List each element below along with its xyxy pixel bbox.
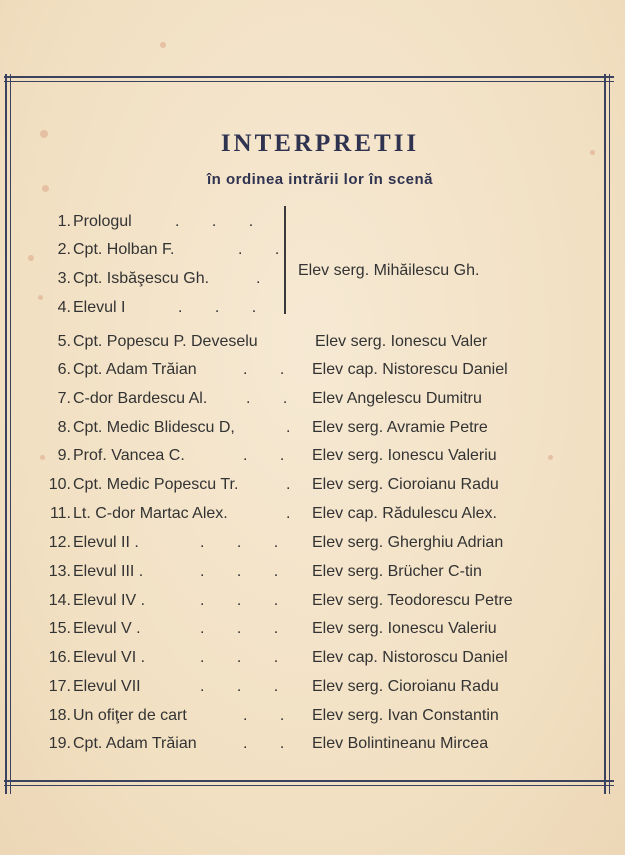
item-number: 17. xyxy=(48,678,71,695)
role-name: Cpt. Isbăşescu Gh. xyxy=(73,270,210,287)
actor-name: Elev serg. Ionescu Valer xyxy=(315,333,488,350)
actor-name: Elev serg. Ionescu Valeriu xyxy=(312,447,497,464)
frame-bottom-border xyxy=(4,780,614,786)
list-item xyxy=(0,704,625,728)
list-item xyxy=(0,589,625,613)
leader-dots: . . xyxy=(246,390,302,407)
role-name: Elevul VI . xyxy=(73,649,146,666)
list-item xyxy=(0,502,625,526)
item-number: 14. xyxy=(48,592,71,609)
actor-name: Elev serg. Avramie Petre xyxy=(312,419,488,436)
actor-name: Elev serg. Cioroianu Radu xyxy=(312,678,499,695)
item-number: 18. xyxy=(48,707,71,724)
item-number: 5. xyxy=(57,333,71,350)
leader-dots: . xyxy=(286,476,305,493)
actor-name: Elev serg. Cioroianu Radu xyxy=(312,476,499,493)
item-number: 3. xyxy=(57,270,71,287)
list-item xyxy=(0,238,625,262)
item-number: 10. xyxy=(48,476,71,493)
role-name: Lt. C-dor Martac Alex. xyxy=(73,505,228,522)
item-number: 6. xyxy=(57,361,71,378)
leader-dots: . . xyxy=(243,361,299,378)
list-item xyxy=(0,416,625,440)
list-item xyxy=(0,267,625,291)
leader-dots: . . xyxy=(243,707,299,724)
leader-dots: . . xyxy=(243,735,299,752)
item-number: 11. xyxy=(49,505,71,522)
list-item xyxy=(0,296,625,320)
item-number: 12. xyxy=(48,534,71,551)
frame-top-border xyxy=(4,76,614,82)
list-item xyxy=(0,732,625,756)
role-name: Cpt. Medic Popescu Tr. xyxy=(73,476,239,493)
leader-dots: . . . xyxy=(200,620,293,637)
leader-dots: . . . xyxy=(200,534,293,551)
leader-dots: . . . xyxy=(200,649,293,666)
item-number: 9. xyxy=(57,447,71,464)
list-item xyxy=(0,473,625,497)
role-name: Cpt. Adam Trăian xyxy=(73,361,197,378)
list-item xyxy=(0,617,625,641)
role-name: C-dor Bardescu Al. xyxy=(73,390,208,407)
item-number: 19. xyxy=(48,735,71,752)
item-number: 2. xyxy=(57,241,71,258)
leader-dots: . . . xyxy=(200,678,293,695)
role-name: Un ofiţer de cart xyxy=(73,707,187,724)
actor-name: Elev serg. Brücher C-tin xyxy=(312,563,482,580)
item-number: 1. xyxy=(57,213,71,230)
actor-name: Elev serg. Ivan Constantin xyxy=(312,707,499,724)
role-name: Cpt. Medic Blidescu D, xyxy=(73,419,235,436)
list-item xyxy=(0,560,625,584)
actor-name: Elev cap. Rădulescu Alex. xyxy=(312,505,497,522)
item-number: 7. xyxy=(57,390,71,407)
role-name: Cpt. Adam Trăian xyxy=(73,735,197,752)
role-name: Prof. Vancea C. xyxy=(73,447,185,464)
role-name: Prologul xyxy=(73,213,132,230)
list-item xyxy=(0,675,625,699)
item-number: 4. xyxy=(57,299,71,316)
leader-dots: . xyxy=(256,270,275,287)
leader-dots: . . . xyxy=(200,563,293,580)
item-number: 15. xyxy=(48,620,71,637)
leader-dots: . . . xyxy=(178,299,271,316)
shared-actor: Elev serg. Mihăilescu Gh. xyxy=(298,262,480,279)
role-name: Elevul II . xyxy=(73,534,139,551)
role-name: Elevul V . xyxy=(73,620,141,637)
actor-name: Elev Bolintineanu Mircea xyxy=(312,735,489,752)
page-subtitle: în ordinea intrării lor în scenă xyxy=(206,171,434,188)
actor-name: Elev cap. Nistorescu Daniel xyxy=(312,361,508,378)
leader-dots: . . . xyxy=(175,213,268,230)
leader-dots: . . xyxy=(238,241,294,258)
list-item xyxy=(0,330,625,354)
leader-dots: . xyxy=(286,419,305,436)
list-item xyxy=(0,387,625,411)
item-number: 16. xyxy=(48,649,71,666)
actor-name: Elev serg. Teodorescu Petre xyxy=(312,592,513,609)
list-item xyxy=(0,210,625,234)
page-title: INTERPRETII xyxy=(220,130,420,157)
role-name: Elevul III . xyxy=(73,563,144,580)
role-name: Elevul VII xyxy=(73,678,141,695)
role-name: Cpt. Holban F. xyxy=(73,241,175,258)
actor-name: Elev serg. Gherghiu Adrian xyxy=(312,534,504,551)
role-name: Elevul I xyxy=(73,299,126,316)
role-name: Elevul IV . xyxy=(73,592,146,609)
stain xyxy=(160,42,166,48)
leader-dots: . xyxy=(286,505,305,522)
list-item xyxy=(0,531,625,555)
list-item xyxy=(0,444,625,468)
list-item xyxy=(0,358,625,382)
actor-name: Elev Angelescu Dumitru xyxy=(312,390,482,407)
leader-dots: . . . xyxy=(200,592,293,609)
actor-name: Elev serg. Ionescu Valeriu xyxy=(312,620,497,637)
leader-dots: . . xyxy=(243,447,299,464)
actor-name: Elev cap. Nistoroscu Daniel xyxy=(312,649,508,666)
role-name: Cpt. Popescu P. Deveselu xyxy=(73,333,258,350)
list-item xyxy=(0,646,625,670)
item-number: 8. xyxy=(57,419,71,436)
item-number: 13. xyxy=(48,563,71,580)
